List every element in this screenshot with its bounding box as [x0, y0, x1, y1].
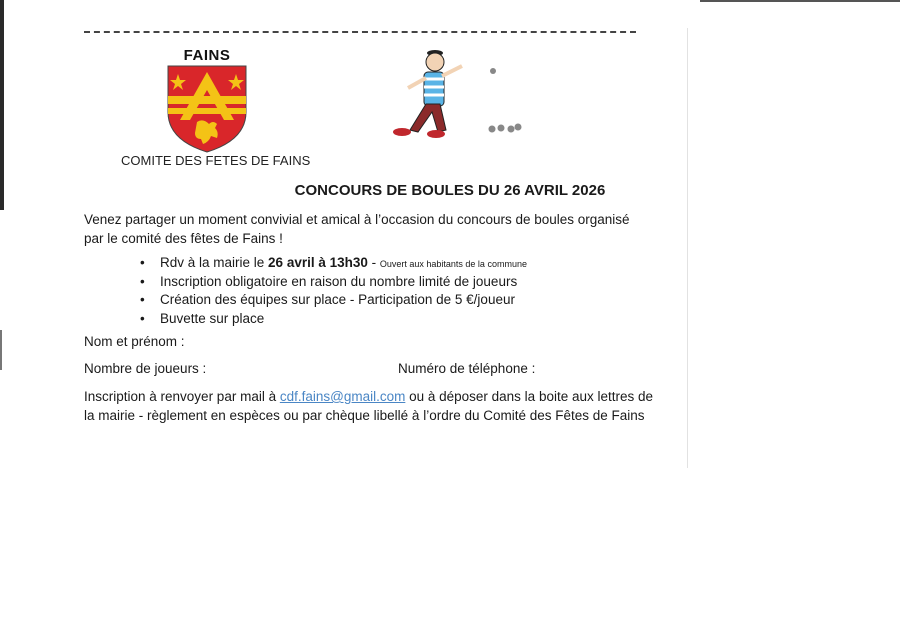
scan-edge-left — [0, 0, 4, 210]
list-item-rdv — [140, 254, 527, 273]
rdv-date: 26 avril à 13h30 — [268, 255, 368, 270]
rdv-prefix: Rdv à la mairie le — [160, 255, 269, 270]
registration-prefix: Inscription à renvoyer par mail à — [84, 389, 280, 404]
organizer-name: COMITE DES FETES DE FAINS — [121, 153, 311, 168]
rdv-dash: - — [367, 255, 380, 270]
scan-edge-right — [687, 28, 688, 468]
list-item-inscription: • Inscription obligatoire en raison du nombre limité de joueurs — [140, 273, 527, 292]
scan-edge-top — [700, 0, 900, 2]
list-item-equipes: • Création des équipes sur place - Participation de 5 €/joueur — [140, 291, 527, 310]
crest-shield-icon — [166, 64, 248, 154]
coat-of-arms — [162, 44, 252, 154]
petanque-player-illustration — [380, 44, 530, 149]
players-field-label: Nombre de joueurs : — [84, 361, 207, 376]
email-link[interactable]: cdf.fains@gmail.com — [279, 389, 406, 404]
scan-edge-left-mark — [0, 330, 2, 370]
dashed-separator — [84, 31, 636, 33]
intro-paragraph: Venez partager un moment convivial et amical à l’occasion du concours de boules organisé par le comité des fêtes de Fains ! — [84, 212, 630, 246]
registration-suffix: ou à déposer dans la boite aux lettres de la mairie - règlement en espèces ou par chèque libellé à l’ordre du Comité des Fêtes de Fains — [84, 389, 654, 423]
rdv-note: Ouvert aux habitants de la commune — [379, 259, 527, 269]
phone-field-label: Numéro de téléphone : — [398, 361, 536, 376]
list-item-buvette: • Buvette sur place — [140, 310, 527, 329]
name-field-label: Nom et prénom : — [84, 334, 185, 349]
crest-name: FAINS — [183, 47, 231, 64]
page-title: CONCOURS DE BOULES DU 26 AVRIL 2026 — [294, 182, 606, 199]
info-list — [140, 254, 527, 328]
registration-paragraph — [84, 387, 654, 425]
